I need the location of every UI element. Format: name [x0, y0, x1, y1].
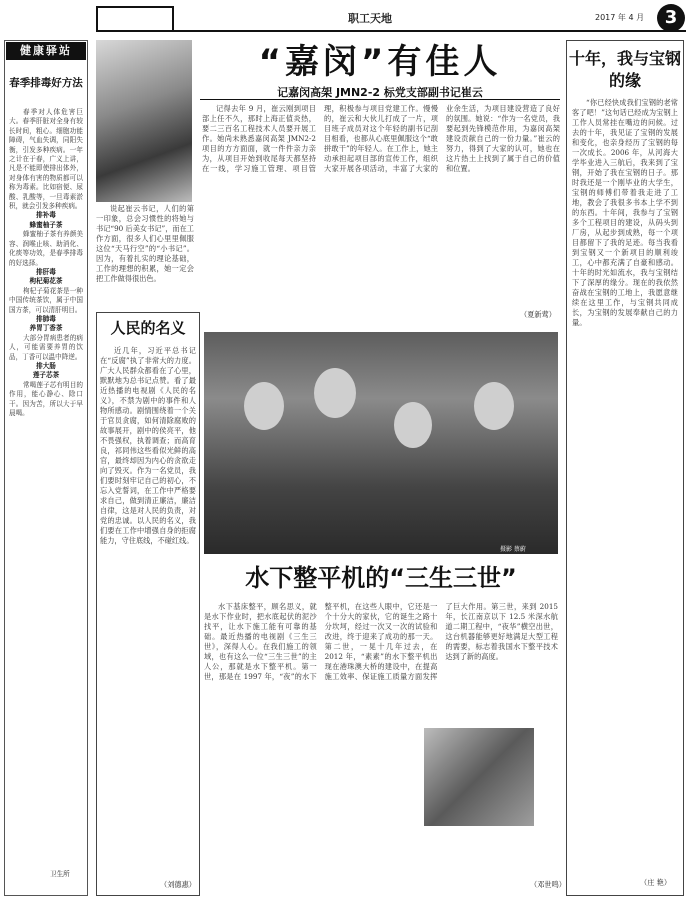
subsection-heading: 排肝毒	[36, 267, 56, 276]
caption-text: 说起崔云书记，人们的第一印象，总会习惯性的将她与书记“90 后美女书记”，而在工作方面，很多人们心里里佩服这位“天马行空”的“小书记”。因为，有着扎实的理论基础，工作的理想的积累，她一定会把工作做得很出色。	[96, 204, 194, 283]
article1-photo-caption	[96, 204, 194, 324]
article2-body	[100, 346, 196, 880]
health-intro: 春季对人体危害巨大。春季肝脏对全身有较长时间，粗心。细胞功能障碍，气血失调，同阳失衡，引发多种疾病。一年之计在于春，广义上讲，凡是不能即使排出体外，对身体有害的物质都可以称为毒素。比如宿便、尿酸、乳酸等，一旦毒素淤积，就会引发多种疾病。	[9, 108, 83, 211]
health-column-body	[9, 108, 83, 888]
article1-subtitle: 记嘉闵高架 JMN2-2 标党支部副书记崔云	[277, 86, 483, 99]
article3-author: （邓世鸣）	[530, 880, 566, 889]
article1-title-rule	[200, 99, 560, 100]
health-column-banner: 健康驿站	[6, 42, 86, 60]
person-figure	[394, 402, 432, 448]
machine-photo	[424, 728, 534, 826]
subsection-heading: 排肺毒	[36, 314, 56, 323]
article4-text: “你已经快成我们宝钢的老常客了吧！”这句话已经成为宝钢上工作人员常挂在嘴边的问候。过去的十年，我见证了宝钢的发展和变化，也亲身经历了宝钢的每一次成长。2006 年，从河海大学毕业进入三航后，我来到了宝钢，开始了我在宝钢的日子。那时我还是一个刚毕业的大学生，宝钢的师傅们带着我走进了工地，教会了我很多书本上学不到的东西。十年间，我参与了宝钢多个工程项目的建设，从码头到厂房，从起步到成熟，每一个项目都留下了我的足迹。每当我看到宝钢又一个新项目的顺利竣工，心中都充满了自豪和感动。十年的时光如流水，我与宝钢结下了深厚的缘分。现在的我依然奋战在宝钢的工地上，我愿意继续在这里工作，与宝钢共同成长，为宝钢的发展奉献自己的力量。	[572, 98, 678, 327]
article2-author: （刘德惠）	[160, 880, 196, 889]
subsection-subtitle: 莲子芯茶	[32, 371, 60, 380]
subsection-text: 常喝莲子芯有明目的作用，能心静心、除口干。因为苦，所以大于早晨喝。	[9, 380, 83, 417]
issue-date: 2017 年 4 月	[595, 13, 645, 22]
article4-body	[572, 98, 678, 878]
subsection-heading: 排大肠	[36, 361, 56, 370]
subsection-subtitle: 蜂蜜柚子茶	[29, 220, 63, 229]
article1-author: （夏新莺）	[520, 310, 556, 319]
subsection-text: 枸杞子菊花茶是一种中国传统茶饮，属于中国国方茶，可以清肝明目。	[9, 286, 83, 314]
subsection-subtitle: 养胃丁香茶	[29, 324, 63, 333]
article1-body	[202, 104, 560, 324]
subsection-text: 大部分胃病患者的病人，可能需要养胃的饮品，丁香可以温中降逆。	[9, 333, 83, 361]
person-figure	[474, 382, 514, 430]
article4-title: 十年，我与宝钢的缘	[568, 49, 681, 90]
health-column-title: 春季排毒好方法	[9, 77, 83, 89]
article4-author: （庄 艳）	[640, 878, 672, 887]
masthead-box	[96, 6, 174, 32]
article3-text: 水下基床整平，顾名思义，就是水下作业时，把水底起伏的泥沙找平，让水下施工能有可靠的基础。最近热播的电视剧《三生三世》，深得人心。在我们施工的领域，也有这么一位“三生三世”的主人公，那就是水下整平机。第一世，那是在 1997 年，“夜”的水下整平机，在这些人眼中，它还是一个十分大的家伙，它的诞生之路十分坎坷，经过一次又一次的试验和改进，终于迎来了成功的那一天。第二世，一晃十几年过去，在 2012 年，“素素”的水下整平机出现在港珠澳大桥的建设中，在提高施工效率、保证施工质量方面发挥了巨大作用。第三世，来到 2015 年，长江南京以下 12.5 米深水航道二期工程中，“夜华”横空出世，这台机器能够更好地满足大型工程的需要，标志着我国水下整平技术达到了新的高度。	[204, 602, 558, 681]
article2-text: 近几年，习近平总书记在“反腐”执了非常大的力度。广大人民群众都看在了心里，默默地为总书记点赞。看了最近热播的电视剧《人民的名义》，不禁为剧中的事件和人物所感动。剧情围绕着一个关于官员贪腐，如何清除腐败的故事展开，剧中的侯亮平，他不畏强权，执着调查；而高育良，祁同伟这些看似光鲜的高官，最终却因为内心的贪欲走向了毁灭。作为一名党员，我们要时刻牢记自己的初心，不忘入党誓词，在工作中严格要求自己，做到清正廉洁，廉洁自律，这是对人民的负责，对党的忠诚。以人民的名义，我们要在工作中增强自身的拒腐能力，守住底线，不碰红线。	[100, 346, 196, 545]
subsection-heading: 排补毒	[36, 211, 56, 220]
person-figure	[314, 368, 356, 418]
article1-text: 记得去年 9 月，崔云刚到项目部上任不久，那时上海正值炎热，要二三百名工程技术人员要开展工作。她尚未熟悉嘉闵高架 JMN2-2 项目的方方面面，就一件件亲力亲为，从项目开始到收尾每天都坚持在一线，学习施工管理、项目管理，积极参与项目党建工作。慢慢的，崔云和大伙儿打成了一片，项目班子成员对这个年轻的副书记刮目相看，也都从心底里佩服这个“敢拼敢干”的年轻人。在工作上，她主动承担起项目部的宣传工作，组织大家开展各项活动，丰富了大家的业余生活，为项目建设营造了良好的氛围。她说：“作为一名党员，我要起到先锋模范作用，为嘉闵高架建设贡献自己的一份力量。”崔云的努力，得到了大家的认可，她也在这片热土上找到了属于自己的价值和位置。	[202, 104, 560, 173]
person-figure	[244, 382, 284, 430]
subsection-text: 蜂蜜柚子茶有养颜美容、润喉止咳、助消化、化痰等功效，是春季排毒的好选择。	[9, 230, 83, 267]
article1-title: “嘉闵”有佳人	[258, 42, 502, 82]
page-number: 3	[657, 4, 685, 32]
health-column-author: 卫生所	[50, 870, 70, 878]
subsection-subtitle: 枸杞菊花茶	[29, 277, 63, 286]
article3-title: 水下整平机的“三生三世”	[245, 564, 517, 592]
team-photo	[204, 332, 558, 554]
header-rule	[96, 30, 686, 32]
article2-title: 人民的名义	[110, 319, 186, 337]
portrait-photo	[96, 40, 192, 202]
photo-credit: 摄影 蔡蔚	[500, 546, 526, 553]
section-name: 职工天地	[348, 12, 392, 25]
